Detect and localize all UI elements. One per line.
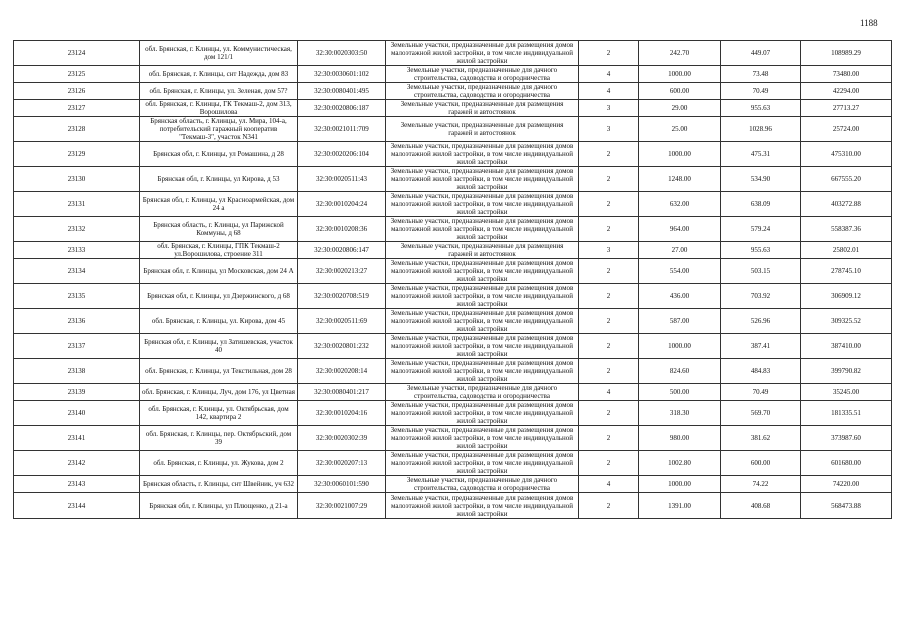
table-row: [14, 493, 892, 519]
total-value-cell: 306909.12: [801, 284, 892, 309]
cadastral-number-cell: 32:30:0020801:232: [298, 334, 386, 359]
group-cell: 2: [579, 142, 639, 167]
area-cell: 554.00: [639, 259, 721, 284]
table-row: [14, 41, 892, 66]
total-value-cell: 108989.29: [801, 41, 892, 66]
row-number: 23140: [14, 401, 140, 426]
total-value-cell: 25802.01: [801, 242, 892, 259]
cadastral-number-cell: 32:30:0021007:29: [298, 493, 386, 519]
table-row: [14, 259, 892, 284]
table-row: [14, 426, 892, 451]
specific-value-cell: 408.68: [721, 493, 801, 519]
cadastral-number-cell: 32:30:0020511:43: [298, 167, 386, 192]
address-cell: Брянская обл, г. Клинцы, ул Ромашина, д 28: [140, 142, 298, 167]
group-cell: 2: [579, 284, 639, 309]
total-value-cell: 25724.00: [801, 117, 892, 142]
cadastral-number-cell: 32:30:0020511:69: [298, 309, 386, 334]
cadastral-number-cell: 32:30:0010204:16: [298, 401, 386, 426]
group-cell: 2: [579, 426, 639, 451]
specific-value-cell: 526.96: [721, 309, 801, 334]
cadastral-number-cell: 32:30:0030601:102: [298, 66, 386, 83]
cadastral-number-cell: 32:30:0020207:13: [298, 451, 386, 476]
land-use-cell: Земельные участки, предназначенные для размещения гаражей и автостоянок: [386, 100, 579, 117]
total-value-cell: 309325.52: [801, 309, 892, 334]
cadastral-number-cell: 32:30:0020208:14: [298, 359, 386, 384]
total-value-cell: 73480.00: [801, 66, 892, 83]
total-value-cell: 387410.00: [801, 334, 892, 359]
specific-value-cell: 73.48: [721, 66, 801, 83]
cadastral-number-cell: 32:30:0020302:39: [298, 426, 386, 451]
specific-value-cell: 70.49: [721, 384, 801, 401]
total-value-cell: 475310.00: [801, 142, 892, 167]
row-number: 23134: [14, 259, 140, 284]
address-cell: Брянская обл, г. Клинцы, ул Московская, дом 24 А: [140, 259, 298, 284]
total-value-cell: 373987.60: [801, 426, 892, 451]
area-cell: 1248.00: [639, 167, 721, 192]
specific-value-cell: 475.31: [721, 142, 801, 167]
group-cell: 2: [579, 41, 639, 66]
address-cell: Брянская область, г. Клинцы, ул Парижской Коммуны, д 68: [140, 217, 298, 242]
land-use-cell: Земельные участки, предназначенные для размещения домов малоэтажной жилой застройки, в том числе индивидуальной жилой застройки: [386, 493, 579, 519]
land-use-cell: Земельные участки, предназначенные для размещения домов малоэтажной жилой застройки, в том числе индивидуальной жилой застройки: [386, 401, 579, 426]
land-use-cell: Земельные участки, предназначенные для размещения домов малоэтажной жилой застройки, в том числе индивидуальной жилой застройки: [386, 259, 579, 284]
cadastral-number-cell: 32:30:0010204:24: [298, 192, 386, 217]
area-cell: 1000.00: [639, 66, 721, 83]
address-cell: обл. Брянская, г. Клинцы, пер. Октябрьский, дом 39: [140, 426, 298, 451]
table-row: [14, 117, 892, 142]
area-cell: 1391.00: [639, 493, 721, 519]
table-row: [14, 359, 892, 384]
group-cell: 2: [579, 451, 639, 476]
address-cell: обл. Брянская, г. Клинцы, ул. Зеленая, дом 57?: [140, 83, 298, 100]
address-cell: обл. Брянская, г. Клинцы, ул Текстильная, дом 28: [140, 359, 298, 384]
address-cell: обл. Брянская, г. Клинцы, ул. Жукова, дом 2: [140, 451, 298, 476]
area-cell: 587.00: [639, 309, 721, 334]
area-cell: 436.00: [639, 284, 721, 309]
group-cell: 3: [579, 100, 639, 117]
row-number: 23128: [14, 117, 140, 142]
address-cell: обл. Брянская, г. Клинцы, снт Надежда, дом 83: [140, 66, 298, 83]
cadastral-number-cell: 32:30:0020708:519: [298, 284, 386, 309]
cadastral-number-cell: 32:30:0080401:217: [298, 384, 386, 401]
land-use-cell: Земельные участки, предназначенные для размещения гаражей и автостоянок: [386, 117, 579, 142]
area-cell: 1000.00: [639, 334, 721, 359]
total-value-cell: 601680.00: [801, 451, 892, 476]
specific-value-cell: 503.15: [721, 259, 801, 284]
total-value-cell: 558387.36: [801, 217, 892, 242]
land-use-cell: Земельные участки, предназначенные для размещения домов малоэтажной жилой застройки, в том числе индивидуальной жилой застройки: [386, 41, 579, 66]
total-value-cell: 403272.88: [801, 192, 892, 217]
area-cell: 27.00: [639, 242, 721, 259]
table-row: [14, 100, 892, 117]
group-cell: 2: [579, 401, 639, 426]
address-cell: обл. Брянская, г. Клинцы, ул. Октябрьская, дом 142, квартира 2: [140, 401, 298, 426]
table-row: [14, 284, 892, 309]
specific-value-cell: 70.49: [721, 83, 801, 100]
land-use-cell: Земельные участки, предназначенные для размещения домов малоэтажной жилой застройки, в том числе индивидуальной жилой застройки: [386, 359, 579, 384]
specific-value-cell: 484.83: [721, 359, 801, 384]
group-cell: 3: [579, 117, 639, 142]
total-value-cell: 35245.00: [801, 384, 892, 401]
area-cell: 242.70: [639, 41, 721, 66]
area-cell: 980.00: [639, 426, 721, 451]
row-number: 23127: [14, 100, 140, 117]
row-number: 23137: [14, 334, 140, 359]
total-value-cell: 27713.27: [801, 100, 892, 117]
specific-value-cell: 600.00: [721, 451, 801, 476]
land-use-cell: Земельные участки, предназначенные для размещения гаражей и автостоянок: [386, 242, 579, 259]
row-number: 23132: [14, 217, 140, 242]
specific-value-cell: 1028.96: [721, 117, 801, 142]
cadastral-number-cell: 32:30:0060101:590: [298, 476, 386, 493]
row-number: 23131: [14, 192, 140, 217]
specific-value-cell: 381.62: [721, 426, 801, 451]
land-use-cell: Земельные участки, предназначенные для размещения домов малоэтажной жилой застройки, в том числе индивидуальной жилой застройки: [386, 309, 579, 334]
group-cell: 4: [579, 66, 639, 83]
cadastral-number-cell: 32:30:0021011:709: [298, 117, 386, 142]
table-row: [14, 66, 892, 83]
row-number: 23143: [14, 476, 140, 493]
group-cell: 2: [579, 359, 639, 384]
total-value-cell: 278745.10: [801, 259, 892, 284]
row-number: 23142: [14, 451, 140, 476]
row-number: 23125: [14, 66, 140, 83]
table-row: [14, 401, 892, 426]
address-cell: Брянская обл, г. Клинцы, ул Плющенко, д 21-а: [140, 493, 298, 519]
cadastral-number-cell: 32:30:0010208:36: [298, 217, 386, 242]
row-number: 23133: [14, 242, 140, 259]
group-cell: 4: [579, 384, 639, 401]
area-cell: 1000.00: [639, 142, 721, 167]
specific-value-cell: 449.07: [721, 41, 801, 66]
specific-value-cell: 955.63: [721, 100, 801, 117]
group-cell: 3: [579, 242, 639, 259]
specific-value-cell: 638.09: [721, 192, 801, 217]
row-number: 23129: [14, 142, 140, 167]
specific-value-cell: 74.22: [721, 476, 801, 493]
row-number: 23141: [14, 426, 140, 451]
group-cell: 2: [579, 334, 639, 359]
row-number: 23138: [14, 359, 140, 384]
land-use-cell: Земельные участки, предназначенные для размещения домов малоэтажной жилой застройки, в том числе индивидуальной жилой застройки: [386, 142, 579, 167]
area-cell: 824.60: [639, 359, 721, 384]
register-body: [14, 41, 892, 519]
total-value-cell: 399790.82: [801, 359, 892, 384]
table-row: [14, 476, 892, 493]
row-number: 23139: [14, 384, 140, 401]
table-row: [14, 167, 892, 192]
group-cell: 2: [579, 192, 639, 217]
area-cell: 632.00: [639, 192, 721, 217]
specific-value-cell: 579.24: [721, 217, 801, 242]
area-cell: 25.00: [639, 117, 721, 142]
row-number: 23144: [14, 493, 140, 519]
specific-value-cell: 703.92: [721, 284, 801, 309]
specific-value-cell: 569.70: [721, 401, 801, 426]
row-number: 23135: [14, 284, 140, 309]
address-cell: обл. Брянская, г. Клинцы, ГК Текмаш-2, дом 313, Ворошилова: [140, 100, 298, 117]
cadastral-number-cell: 32:30:0020206:104: [298, 142, 386, 167]
land-use-cell: Земельные участки, предназначенные для размещения домов малоэтажной жилой застройки, в том числе индивидуальной жилой застройки: [386, 451, 579, 476]
address-cell: обл. Брянская, г. Клинцы, Луч, дом 176, ул Цветная: [140, 384, 298, 401]
total-value-cell: 74220.00: [801, 476, 892, 493]
land-use-cell: Земельные участки, предназначенные для дачного строительства, садоводства и огородничества: [386, 384, 579, 401]
area-cell: 964.00: [639, 217, 721, 242]
total-value-cell: 181335.51: [801, 401, 892, 426]
row-number: 23126: [14, 83, 140, 100]
land-use-cell: Земельные участки, предназначенные для дачного строительства, садоводства и огородничества: [386, 476, 579, 493]
land-use-cell: Земельные участки, предназначенные для размещения домов малоэтажной жилой застройки, в том числе индивидуальной жилой застройки: [386, 217, 579, 242]
area-cell: 1000.00: [639, 476, 721, 493]
land-use-cell: Земельные участки, предназначенные для размещения домов малоэтажной жилой застройки, в том числе индивидуальной жилой застройки: [386, 192, 579, 217]
group-cell: 2: [579, 493, 639, 519]
land-register-table: [13, 40, 892, 519]
land-use-cell: Земельные участки, предназначенные для дачного строительства, садоводства и огородничества: [386, 66, 579, 83]
cadastral-number-cell: 32:30:0020213:27: [298, 259, 386, 284]
row-number: 23136: [14, 309, 140, 334]
group-cell: 2: [579, 309, 639, 334]
cadastral-number-cell: 32:30:0020806:187: [298, 100, 386, 117]
address-cell: обл. Брянская, г. Клинцы, ГПК Текмаш-2 ул.Ворошилова, строение 311: [140, 242, 298, 259]
total-value-cell: 568473.88: [801, 493, 892, 519]
group-cell: 2: [579, 167, 639, 192]
land-use-cell: Земельные участки, предназначенные для размещения домов малоэтажной жилой застройки, в том числе индивидуальной жилой застройки: [386, 167, 579, 192]
address-cell: Брянская обл, г. Клинцы, ул Дзержинского, д 68: [140, 284, 298, 309]
table-row: [14, 451, 892, 476]
area-cell: 1002.80: [639, 451, 721, 476]
row-number: 23124: [14, 41, 140, 66]
address-cell: Брянская обл, г. Клинцы, ул Красноармейская, дом 24 а: [140, 192, 298, 217]
table-row: [14, 83, 892, 100]
table-row: [14, 384, 892, 401]
land-use-cell: Земельные участки, предназначенные для размещения домов малоэтажной жилой застройки, в том числе индивидуальной жилой застройки: [386, 426, 579, 451]
address-cell: Брянская область, г. Клинцы, ул. Мира, 104-а, потребительский гаражный кооператив "Текмаш-3", участок N341: [140, 117, 298, 142]
specific-value-cell: 534.90: [721, 167, 801, 192]
specific-value-cell: 955.63: [721, 242, 801, 259]
land-use-cell: Земельные участки, предназначенные для размещения домов малоэтажной жилой застройки, в том числе индивидуальной жилой застройки: [386, 334, 579, 359]
table-row: [14, 142, 892, 167]
land-use-cell: Земельные участки, предназначенные для дачного строительства, садоводства и огородничества: [386, 83, 579, 100]
cadastral-number-cell: 32:30:0020806:147: [298, 242, 386, 259]
area-cell: 600.00: [639, 83, 721, 100]
specific-value-cell: 387.41: [721, 334, 801, 359]
group-cell: 2: [579, 217, 639, 242]
address-cell: Брянская обл, г. Клинцы, ул Кирова, д 53: [140, 167, 298, 192]
cadastral-number-cell: 32:30:0020303:50: [298, 41, 386, 66]
total-value-cell: 667555.20: [801, 167, 892, 192]
table-row: [14, 242, 892, 259]
address-cell: обл. Брянская, г. Клинцы, ул. Кирова, дом 45: [140, 309, 298, 334]
area-cell: 318.30: [639, 401, 721, 426]
total-value-cell: 42294.00: [801, 83, 892, 100]
address-cell: Брянская область, г. Клинцы, снт Швейник, уч 632: [140, 476, 298, 493]
group-cell: 4: [579, 83, 639, 100]
area-cell: 29.00: [639, 100, 721, 117]
row-number: 23130: [14, 167, 140, 192]
area-cell: 500.00: [639, 384, 721, 401]
land-use-cell: Земельные участки, предназначенные для размещения домов малоэтажной жилой застройки, в том числе индивидуальной жилой застройки: [386, 284, 579, 309]
address-cell: Брянская обл, г. Клинцы, ул Затишевская, участок 40: [140, 334, 298, 359]
table-row: [14, 334, 892, 359]
table-row: [14, 309, 892, 334]
table-row: [14, 192, 892, 217]
group-cell: 2: [579, 259, 639, 284]
page-number: 1188: [860, 18, 878, 28]
group-cell: 4: [579, 476, 639, 493]
address-cell: обл. Брянская, г. Клинцы, ул. Коммунистическая, дом 121/1: [140, 41, 298, 66]
table-row: [14, 217, 892, 242]
cadastral-number-cell: 32:30:0080401:495: [298, 83, 386, 100]
